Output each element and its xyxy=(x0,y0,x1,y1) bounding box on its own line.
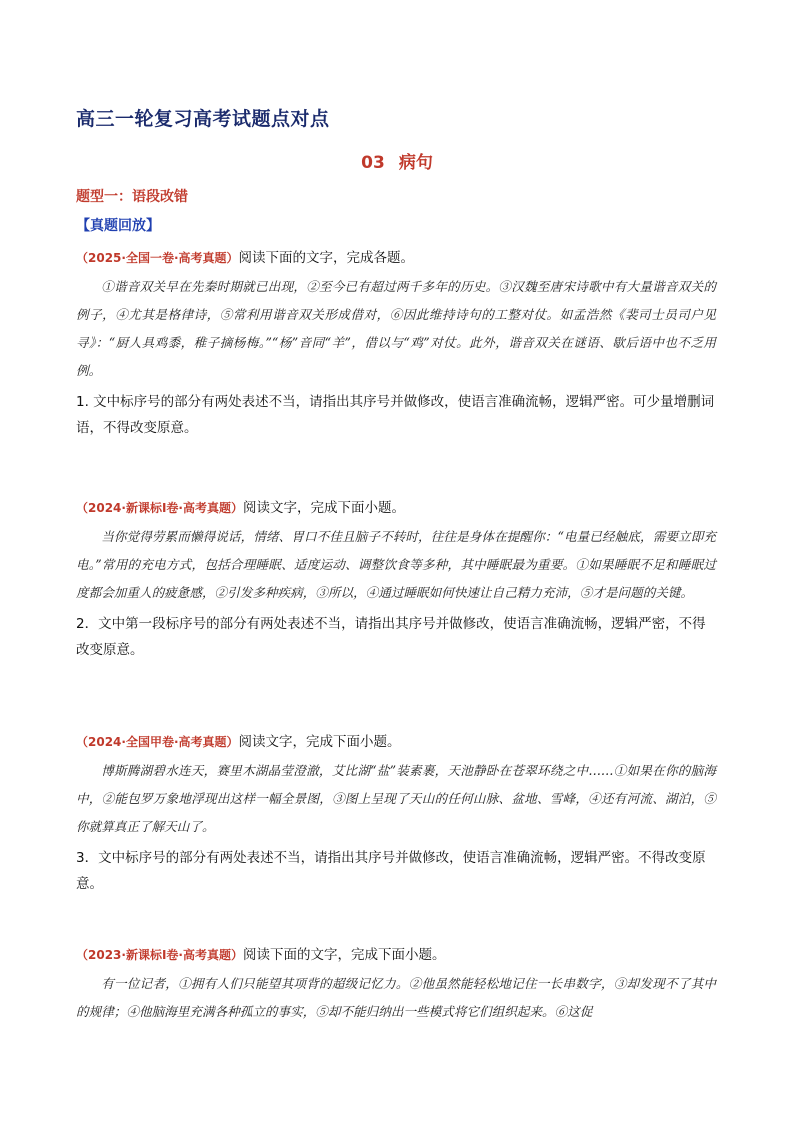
passage-text: ①谐音双关早在先秦时期就已出现，②至今已有超过两千多年的历史。③汉魏至唐宋诗歌中有大量谐音双关的例子，④尤其是格律诗，⑤常利用谐音双关形成借对，⑥因此维持诗句的工整对仗。如孟浩然《裴司士员司户见寻》：“厨人具鸡黍，稚子摘杨梅。”“杨”音同“羊”，借以与“鸡”对仗。此外，谐音双关在谜语、歇后语中也不乏用例。 xyxy=(76,279,716,378)
source-tag: （2024·全国甲卷·高考真题） xyxy=(76,735,239,749)
instruction-text: 阅读下面的文字，完成下面小题。 xyxy=(242,947,446,963)
question-text: 2．文中第一段标序号的部分有两处表述不当，请指出其序号并做修改，使语言准确流畅，逻辑严密，不得改变原意。 xyxy=(76,616,706,658)
instruction-text: 阅读文字，完成下面小题。 xyxy=(238,734,401,750)
question-type-heading: 题型一：语段改错 xyxy=(76,189,188,205)
block-source-line xyxy=(76,497,716,519)
document-title: 高三一轮复习高考试题点对点 xyxy=(76,108,330,130)
source-tag: （2025·全国一卷·高考真题） xyxy=(76,251,239,265)
question-block-2 xyxy=(76,497,716,663)
chapter-title: 病句 xyxy=(398,153,433,173)
source-tag: （2023·新课标Ⅰ卷·高考真题） xyxy=(76,948,243,962)
instruction-text: 阅读下面的文字，完成各题。 xyxy=(238,250,415,266)
question-block-1 xyxy=(76,247,716,441)
passage-text: 当你觉得劳累而懒得说话，情绪、胃口不佳且脑子不转时，往往是身体在提醒你：“电量已经触底，需要立即充电。”常用的充电方式，包括合理睡眠、适度运动、调整饮食等多种，其中睡眠最为重要。①如果睡眠不足和睡眠过度都会加重人的疲惫感，②引发多种疾病，③所以，④通过睡眠如何快速让自己精力充沛，⑤才是问题的关键。 xyxy=(76,529,716,600)
section-review-heading: 【真题回放】 xyxy=(76,218,160,234)
chapter-number: 03 xyxy=(361,153,385,173)
chapter-heading xyxy=(0,148,794,173)
block-source-line xyxy=(76,731,716,753)
passage-text: 博斯腾湖碧水连天，赛里木湖晶莹澄澈，艾比湖“盐”装素裹，天池静卧在苍翠环绕之中……①如果在你的脑海中，②能包罗万象地浮现出这样一幅全景图，③图上呈现了天山的任何山脉、盆地、雪峰，④还有河流、湖泊，⑤你就算真正了解天山了。 xyxy=(76,763,716,834)
block-source-line xyxy=(76,944,716,966)
question-block-4 xyxy=(76,944,716,1026)
source-tag: （2024·新课标Ⅰ卷·高考真题） xyxy=(76,501,243,515)
question-block-3 xyxy=(76,731,716,897)
block-source-line xyxy=(76,247,716,269)
question-text: 1. 文中标序号的部分有两处表述不当，请指出其序号并做修改，使语言准确流畅，逻辑严密。可少量增删词语，不得改变原意。 xyxy=(76,394,715,436)
passage-text: 有一位记者，①拥有人们只能望其项背的超级记忆力。②他虽然能轻松地记住一长串数字，③却发现不了其中的规律；④他脑海里充满各种孤立的事实，⑤却不能归纳出一些模式将它们组织起来。⑥这促 xyxy=(76,976,716,1019)
question-text: 3．文中标序号的部分有两处表述不当，请指出其序号并做修改，使语言准确流畅，逻辑严密。不得改变原意。 xyxy=(76,850,706,892)
instruction-text: 阅读文字，完成下面小题。 xyxy=(242,500,405,516)
